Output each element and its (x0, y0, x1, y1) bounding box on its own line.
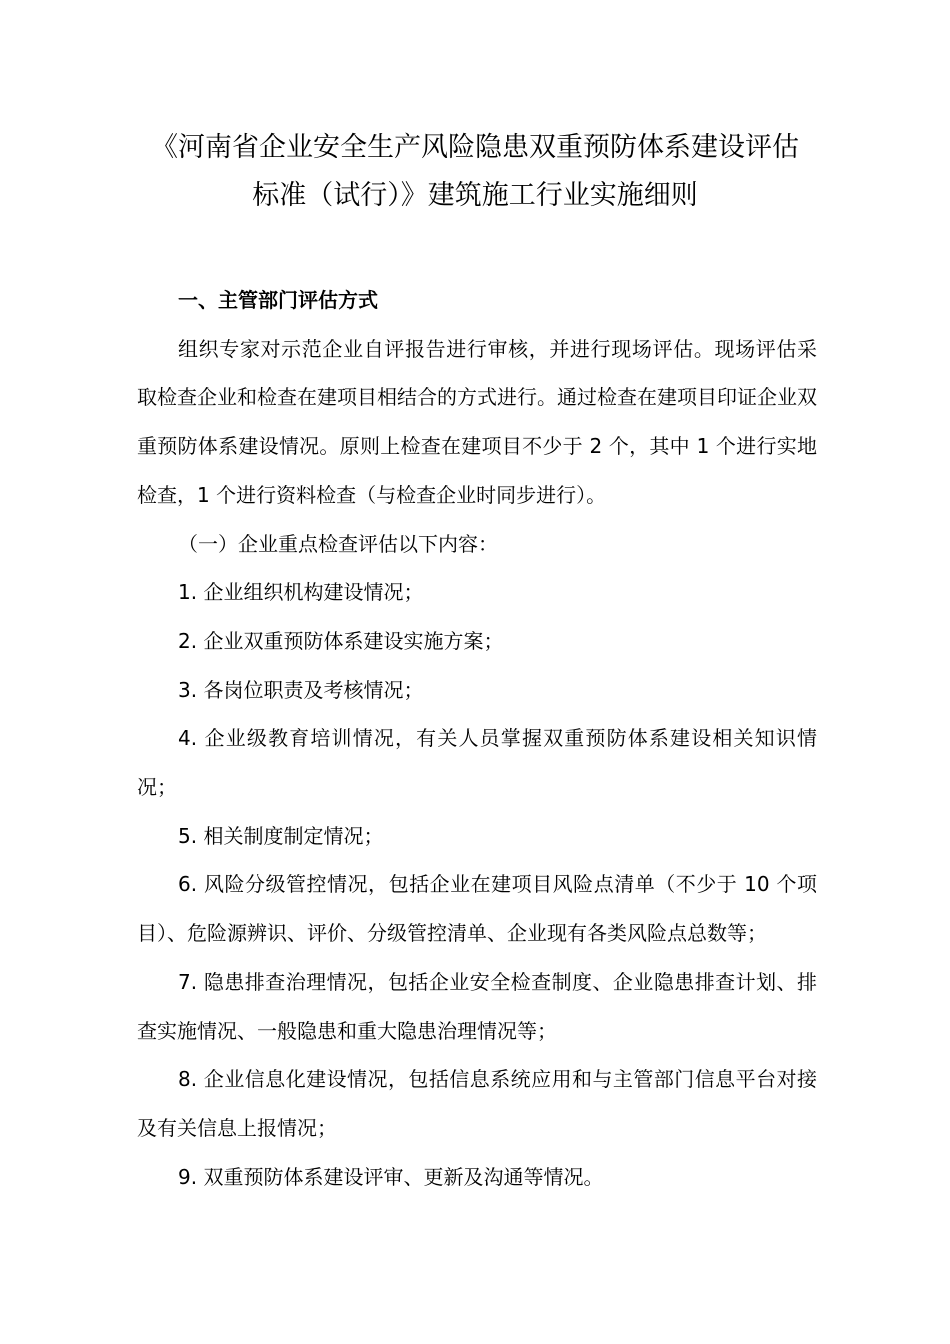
list-item-8: 8. 企业信息化建设情况，包括信息系统应用和与主管部门信息平台对接及有关信息上报情况； (137, 1067, 817, 1140)
document-title (110, 124, 840, 220)
list-item-6: 6. 风险分级管控情况，包括企业在建项目风险点清单（不少于 10 个项目）、危险源辨识、评价、分级管控清单、企业现有各类风险点总数等； (137, 872, 817, 946)
list-item-4: 4. 企业级教育培训情况，有关人员掌握双重预防体系建设相关知识情况； (137, 726, 817, 800)
list-item-1: 1. 企业组织机构建设情况； (178, 580, 424, 605)
title-line-1: 《河南省企业安全生产风险隐患双重预防体系建设评估 (151, 132, 799, 163)
paragraph-evaluation-method: 组织专家对示范企业自评报告进行审核，并进行现场评估。现场评估采取检查企业和检查在建项目相结合的方式进行。通过检查在建项目印证企业双重预防体系建设情况。原则上检查在建项目不少于 2 个，其中 1 个进行实地检查，1 个进行资料检查（与检查企业时同步进行）。 (137, 336, 817, 507)
list-item-5: 5. 相关制度制定情况； (178, 823, 384, 848)
document-body (137, 276, 817, 1201)
list-item-3: 3. 各岗位职责及考核情况； (178, 677, 424, 702)
section-heading: 一、主管部门评估方式 (178, 288, 378, 312)
title-line-2: 标准（试行）》建筑施工行业实施细则 (252, 180, 698, 211)
subsection-heading: （一）企业重点检查评估以下内容： (178, 531, 498, 556)
list-item-2: 2. 企业双重预防体系建设实施方案； (178, 628, 504, 653)
list-item-7: 7. 隐患排查治理情况，包括企业安全检查制度、企业隐患排查计划、排查实施情况、一般隐患和重大隐患治理情况等； (137, 969, 817, 1043)
list-item-9: 9. 双重预防体系建设评审、更新及沟通等情况。 (178, 1164, 604, 1189)
